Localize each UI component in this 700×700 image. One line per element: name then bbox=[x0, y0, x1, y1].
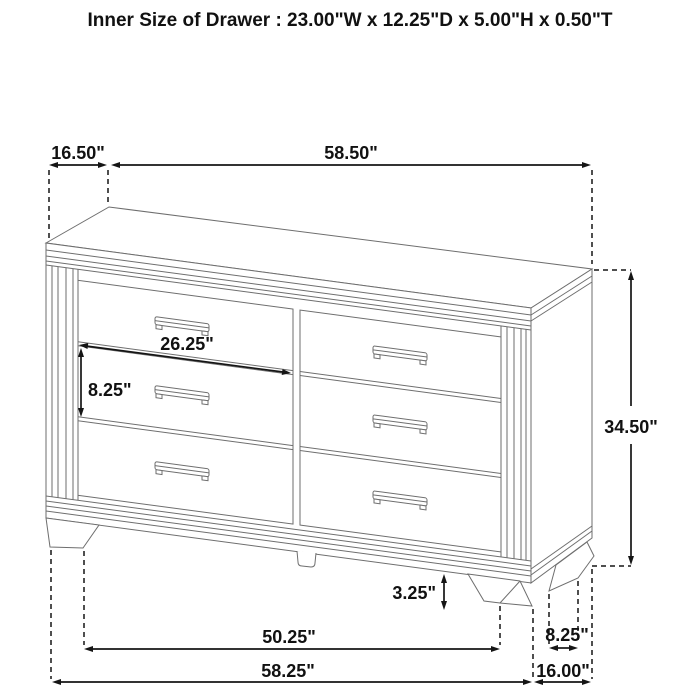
dim-base-width bbox=[52, 661, 532, 685]
front-center-foot bbox=[297, 551, 316, 567]
dim-label-top-width: 58.50" bbox=[324, 143, 378, 163]
dim-base-depth bbox=[534, 661, 591, 685]
dim-label-overall-height: 34.50" bbox=[604, 417, 658, 437]
page-title: Inner Size of Drawer : 23.00"W x 12.25"D x 5.00"H x 0.50"T bbox=[87, 10, 613, 31]
dim-label-drawer-width: 26.25" bbox=[160, 334, 214, 354]
dim-label-top-depth: 16.50" bbox=[51, 143, 105, 163]
dim-label-base-width: 58.25" bbox=[261, 661, 315, 681]
dim-top-depth bbox=[49, 143, 107, 168]
dresser-side-face bbox=[531, 269, 592, 583]
dim-base-inner-width bbox=[84, 627, 500, 652]
dim-label-base-inner-width: 50.25" bbox=[262, 627, 316, 647]
dim-label-leg-height: 3.25" bbox=[392, 583, 436, 603]
dim-label-base-leg-depth: 8.25" bbox=[545, 625, 589, 645]
dim-label-drawer-height: 8.25" bbox=[88, 380, 132, 400]
dim-label-base-depth: 16.00" bbox=[536, 661, 590, 681]
dresser bbox=[46, 207, 594, 606]
dim-overall-height bbox=[604, 271, 658, 565]
dim-base-leg-depth bbox=[545, 625, 589, 651]
dim-leg-height bbox=[392, 574, 447, 610]
dim-top-width bbox=[111, 143, 591, 168]
